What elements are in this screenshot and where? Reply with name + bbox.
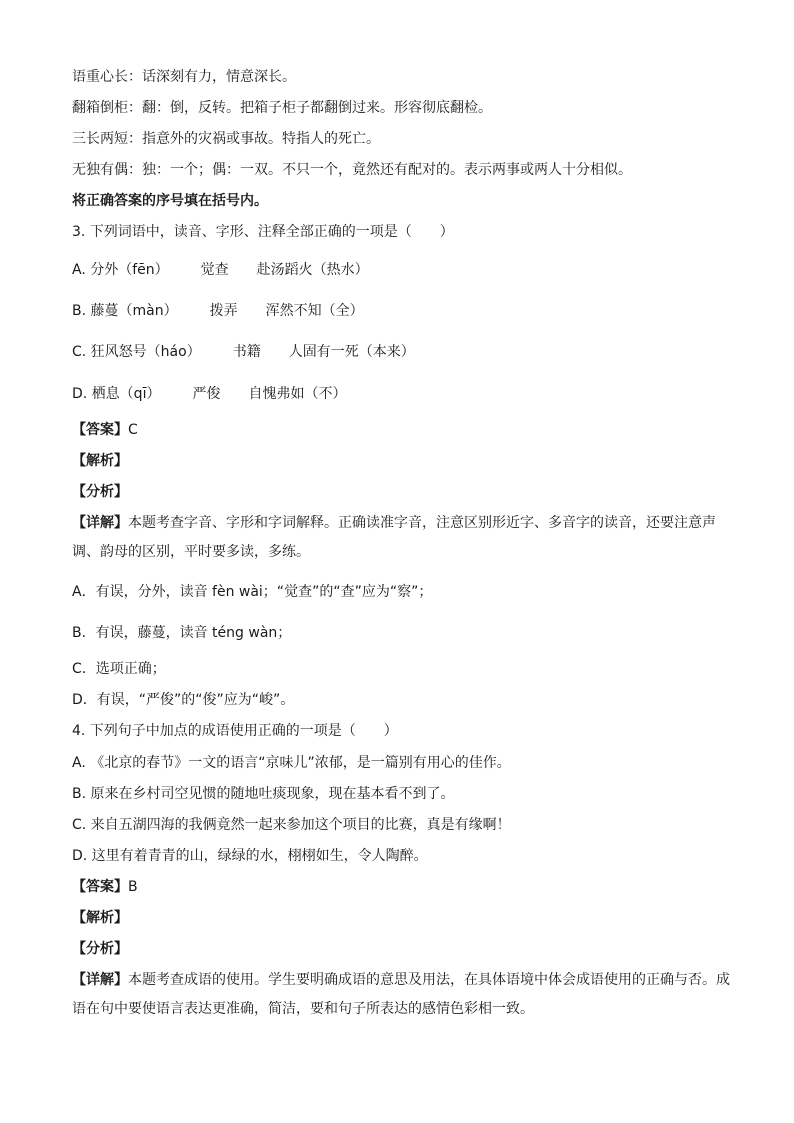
detail-text: 本题考查字音、字形和字词解释。正确读准字音，注意区别形近字、多音字的读音，还要注意声调、韵母的区别，平时要多读，多练。: [72, 515, 716, 560]
answer-value: B: [128, 879, 138, 895]
q4-option-a: A. 《北京的春节》一文的语言“京味儿”浓郁，是一篇别有用心的佳作。: [72, 755, 511, 771]
definition-line: 三长两短：指意外的灾祸或事故。特指人的死亡。: [72, 131, 380, 147]
definition-line: 语重心长：话深刻有力，情意深长。: [72, 69, 296, 85]
q3-answer: [72, 421, 732, 439]
detail-text: 本题考查成语的使用。学生要明确成语的意思及用法，在具体语境中体会成语使用的正确与否。成语在句中要使语言表达更准确，简洁，要和句子所表达的感情色彩相一致。: [72, 972, 730, 1017]
q4-option-b: B. 原来在乡村司空见惯的随地吐痰现象，现在基本看不到了。: [72, 786, 455, 802]
instruction: 将正确答案的序号填在括号内。: [72, 193, 268, 209]
q4-fenxi: 【分析】: [72, 941, 128, 957]
q3-jiexi: 【解析】: [72, 453, 128, 469]
q3-option-d: [72, 385, 732, 403]
definition-line: 翻箱倒柜：翻：倒，反转。把箱子柜子都翻倒过来。形容彻底翻检。: [72, 100, 492, 116]
option-word: 人固有一死（本来）: [288, 344, 415, 360]
option-word: 觉查: [200, 262, 229, 278]
option-label: D. 栖息（qī）: [72, 386, 161, 402]
option-word: 严俊: [192, 386, 221, 402]
q3-fenxi: 【分析】: [72, 484, 128, 500]
q3-point-b: B．有误，藤蔓，读音 téng wàn；: [72, 625, 292, 641]
q3-detail: [72, 509, 732, 567]
q4-option-c: C. 来自五湖四海的我俩竟然一起来参加这个项目的比赛，真是有缘啊！: [72, 817, 511, 833]
q4-jiexi: 【解析】: [72, 910, 128, 926]
q3-option-b: [72, 302, 732, 320]
option-label: B. 藤蔓（màn）: [72, 303, 178, 319]
answer-tag: 【答案】: [72, 879, 128, 895]
q3-stem: 3. 下列词语中，读音、字形、注释全部正确的一项是（ ）: [72, 224, 454, 240]
q3-option-a: [72, 261, 732, 279]
q3-option-c: [72, 343, 732, 361]
answer-value: C: [128, 422, 138, 438]
detail-tag: 【详解】: [72, 515, 128, 531]
q4-option-d: D. 这里有着青青的山，绿绿的水，栩栩如生，令人陶醉。: [72, 848, 428, 864]
definition-line: 无独有偶：独：一个；偶：一双。不只一个，竟然还有配对的。表示两事或两人十分相似。: [72, 162, 632, 178]
option-word: 拨弄: [209, 303, 238, 319]
detail-tag: 【详解】: [72, 972, 128, 988]
q3-point-c: C．选项正确；: [72, 661, 166, 677]
answer-tag: 【答案】: [72, 422, 128, 438]
option-label: C. 狂风怒号（háo）: [72, 344, 201, 360]
q4-stem: 4. 下列句子中加点的成语使用正确的一项是（ ）: [72, 723, 398, 739]
q4-detail: [72, 966, 732, 1024]
option-label: A. 分外（fēn）: [72, 262, 169, 278]
q3-point-a: A．有误，分外，读音 fèn wài；“觉查”的“查”应为“察”；: [72, 584, 433, 600]
option-word: 浑然不知（全）: [265, 303, 364, 319]
q4-answer: [72, 878, 732, 896]
option-word: 赴汤蹈火（热水）: [256, 262, 369, 278]
q3-point-d: D．有误，“严俊”的“俊”应为“峻”。: [72, 692, 295, 708]
option-word: 自愧弗如（不）: [248, 386, 347, 402]
option-word: 书籍: [232, 344, 261, 360]
